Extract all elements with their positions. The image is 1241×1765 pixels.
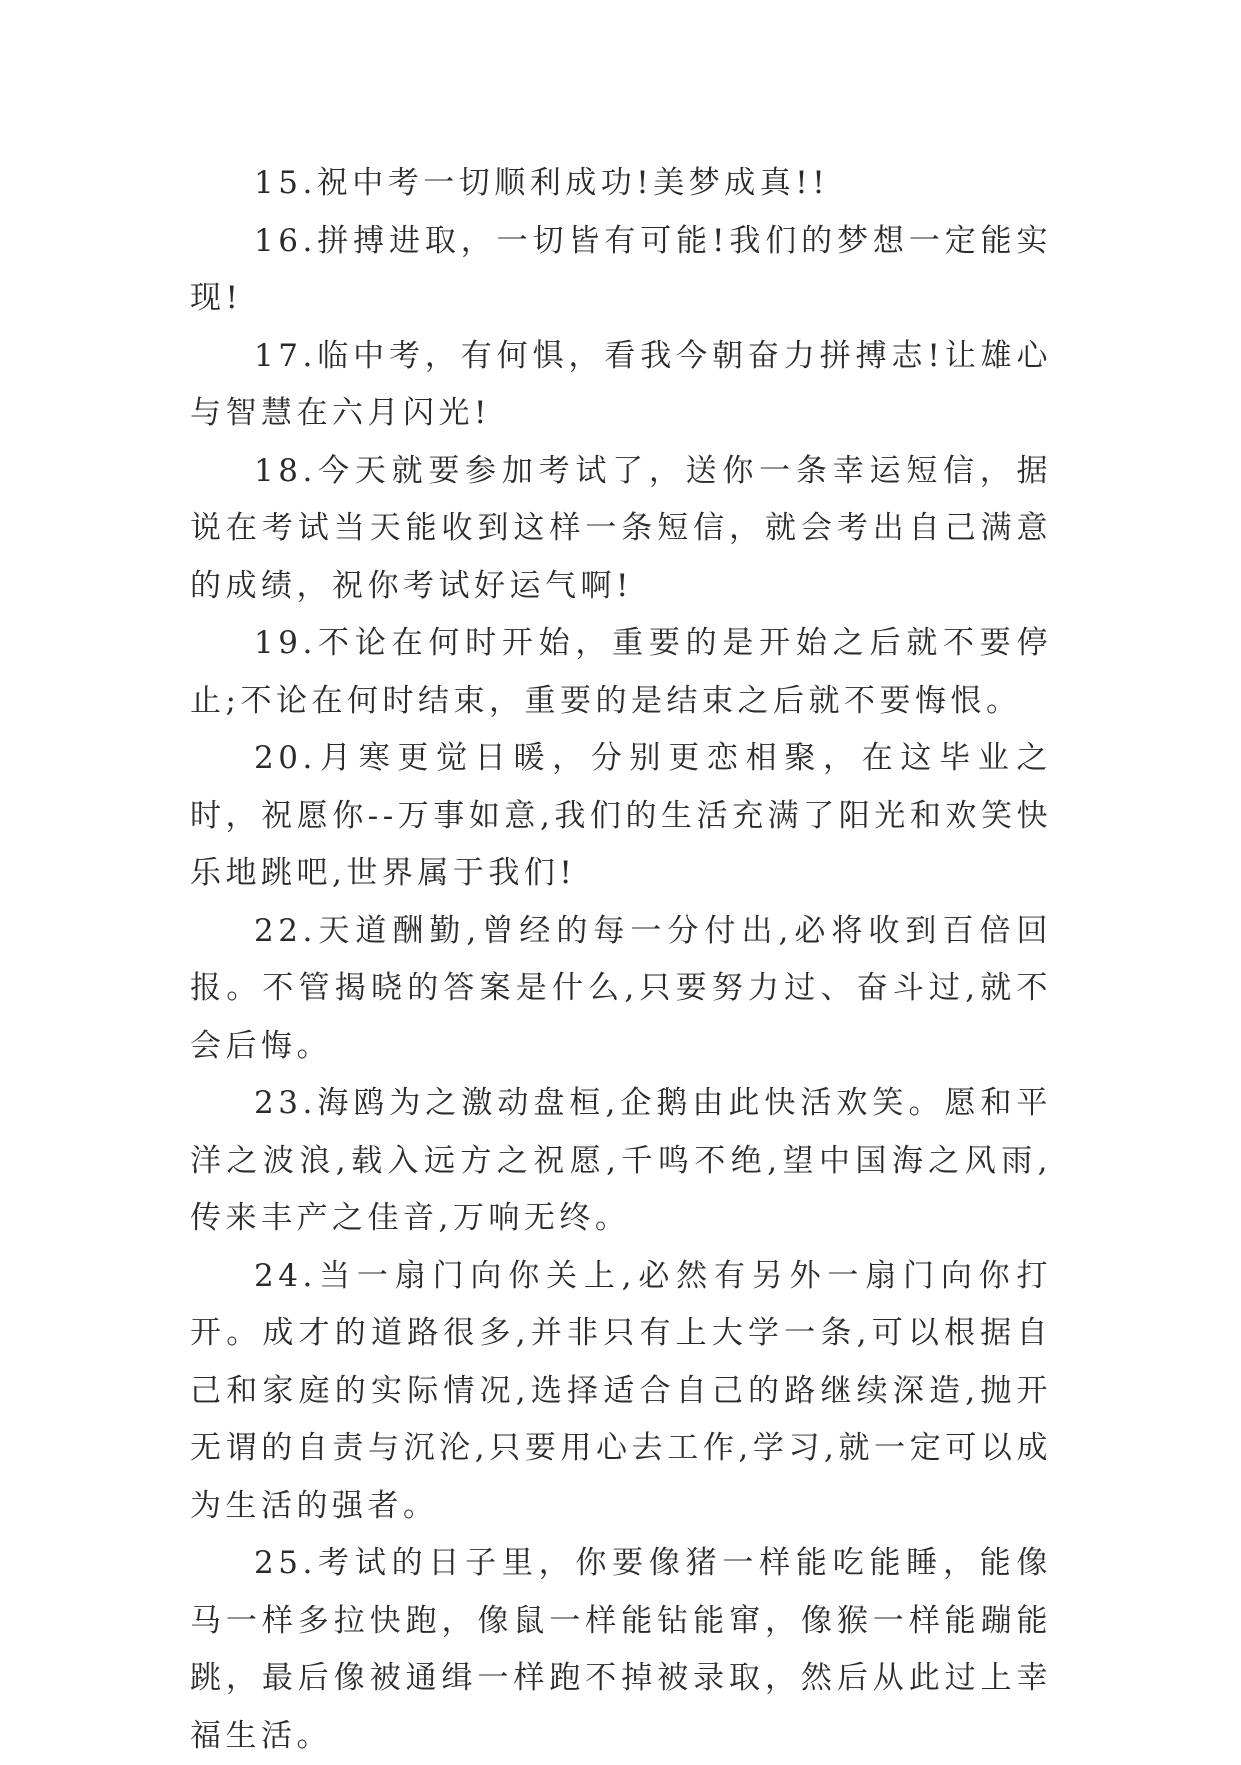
paragraph-17: 17.临中考，有何惧，看我今朝奋力拼搏志!让雄心与智慧在六月闪光! — [190, 337, 1052, 431]
paragraph-16: 16.拼搏进取，一切皆有可能!我们的梦想一定能实现! — [190, 222, 1052, 316]
paragraph-15: 15.祝中考一切顺利成功!美梦成真!! — [254, 165, 830, 201]
paragraph-19: 19.不论在何时开始，重要的是开始之后就不要停止;不论在何时结束，重要的是结束之后就不要悔恨。 — [190, 625, 1052, 719]
paragraph-23: 23.海鸥为之激动盘桓,企鹅由此快活欢笑。愿和平洋之波浪,载入远方之祝愿,千鸣不绝,望中国海之风雨,传来丰产之佳音,万响无终。 — [190, 1085, 1052, 1236]
document-body — [190, 155, 1052, 1765]
paragraph-24: 24.当一扇门向你关上,必然有另外一扇门向你打开。成才的道路很多,并非只有上大学一条,可以根据自己和家庭的实际情况,选择适合自己的路继续深造,抛开无谓的自责与沉沦,只要用心去工作,学习,就一定可以成为生活的强者。 — [190, 1257, 1052, 1524]
paragraph-18: 18.今天就要参加考试了，送你一条幸运短信，据说在考试当天能收到这样一条短信，就会考出自己满意的成绩，祝你考试好运气啊! — [190, 452, 1052, 604]
paragraph-22: 22.天道酬勤,曾经的每一分付出,必将收到百倍回报。不管揭晓的答案是什么,只要努力过、奋斗过,就不会后悔。 — [190, 912, 1052, 1064]
paragraph-25: 25.考试的日子里，你要像猪一样能吃能睡，能像马一样多拉快跑，像鼠一样能钻能窜，像猴一样能蹦能跳，最后像被通缉一样跑不掉被录取，然后从此过上幸福生活。 — [190, 1545, 1052, 1754]
paragraph-20: 20.月寒更觉日暖，分别更恋相聚，在这毕业之时，祝愿你--万事如意,我们的生活充满了阳光和欢笑快乐地跳吧,世界属于我们! — [190, 740, 1052, 891]
